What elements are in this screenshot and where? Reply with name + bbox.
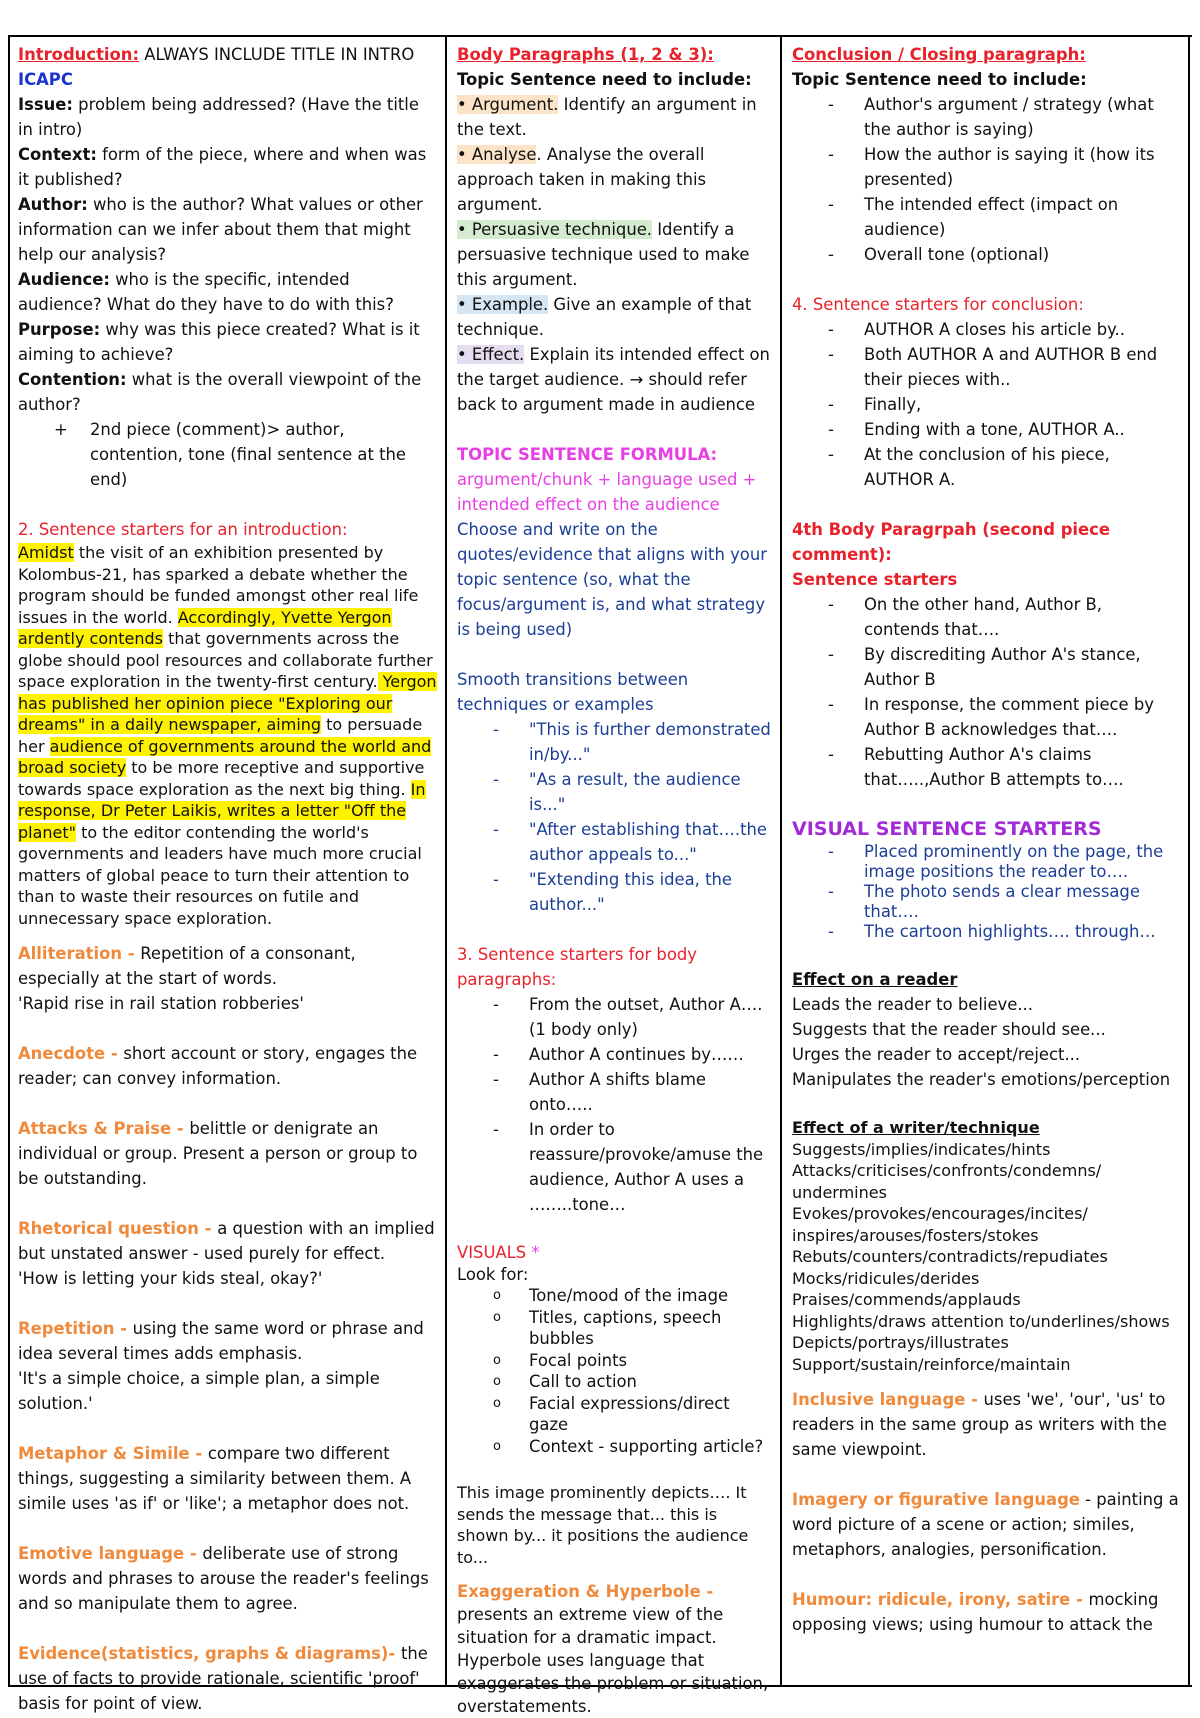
fourth-body-list — [792, 592, 1180, 792]
tag-example: • Example. — [457, 295, 549, 314]
effect-reader-line: Manipulates the reader's emotions/perception — [792, 1070, 1171, 1089]
technique-desc: a question with an implied but unstated answer - used purely for effect. — [18, 1219, 435, 1263]
intro-example-paragraph — [18, 542, 437, 929]
body-heading: Body Paragraphs (1, 2 & 3): — [457, 45, 714, 64]
intro-starters-heading: 2. Sentence starters for an introduction: — [18, 520, 348, 539]
list-item: - In response, the comment piece by Author B acknowledges that…. — [792, 692, 1180, 742]
effect-writer-line: Highlights/draws attention to/underlines/shows — [792, 1311, 1170, 1331]
list-item: - On the other hand, Author B, contends that…. — [792, 592, 1180, 642]
effect-reader-line: Urges the reader to accept/reject... — [792, 1045, 1081, 1064]
context-item — [18, 142, 437, 192]
list-item: - From the outset, Author A…. (1 body only) — [457, 992, 772, 1042]
list-item: - Author A shifts blame onto….. — [457, 1067, 772, 1117]
visuals-label: VISUALS — [457, 1243, 527, 1262]
conclusion-heading: Conclusion / Closing paragraph: — [792, 45, 1086, 64]
list-item: - Author A continues by…… — [457, 1042, 772, 1067]
item-argument — [457, 92, 772, 142]
effect-writer-line: Support/sustain/reinforce/maintain — [792, 1354, 1071, 1374]
issue-label: Issue: — [18, 95, 73, 114]
list-item: - Both AUTHOR A and AUTHOR B end their pieces with.. — [792, 342, 1180, 392]
formula-text: argument/chunk + language used + intended effect on the audience — [457, 470, 757, 514]
purpose-item — [18, 317, 437, 367]
tag-effect: • Effect. — [457, 345, 525, 364]
list-item: - At the conclusion of his piece, AUTHOR A. — [792, 442, 1180, 492]
list-item: - "Extending this idea, the author..." — [457, 867, 772, 917]
technique-desc: belittle or denigrate an individual or group. Present a person or group to be outstanding. — [18, 1119, 418, 1188]
technique-inclusive-language — [792, 1387, 1180, 1462]
author-label: Author: — [18, 195, 88, 214]
list-item: o Tone/mood of the image — [457, 1285, 772, 1307]
highlight-contention: Accordingly, Yvette Yergon ardently contends — [18, 607, 392, 648]
effect-writer-line: Suggests/implies/indicates/hints — [792, 1139, 1051, 1159]
conclusion-topic-list — [792, 92, 1180, 267]
body-starters-list — [457, 992, 772, 1217]
author-item — [18, 192, 437, 267]
visuals-star: * — [526, 1243, 540, 1262]
icapc-label: ICAPC — [18, 70, 73, 89]
effect-reader-line: Leads the reader to believe... — [792, 995, 1033, 1014]
transitions-text: Smooth transitions between techniques or examples — [457, 670, 689, 714]
highlight-amidst: Amidst — [18, 543, 74, 562]
technique-name: Metaphor & Simile - — [18, 1444, 208, 1463]
list-item: - Rebutting Author A's claims that…..,Author B attempts to…. — [792, 742, 1180, 792]
contention-text: what is the overall viewpoint of the author? — [18, 370, 422, 414]
effect-writer-line: Rebuts/counters/contradicts/repudiates — [792, 1247, 1108, 1266]
technique-alliteration — [18, 941, 437, 991]
technique-repetition — [18, 1316, 437, 1366]
technique-emotive-language — [18, 1541, 437, 1616]
issue-item — [18, 92, 437, 142]
list-item: - Author's argument / strategy (what the author is saying) — [792, 92, 1180, 142]
audience-item — [18, 267, 437, 317]
highlight-audience: audience of governments around the world and broad society — [18, 736, 432, 777]
effect-writer-line: Praises/commends/applauds — [792, 1290, 1021, 1309]
technique-example: 'How is letting your kids steal, okay?' — [18, 1269, 323, 1288]
item-text: Explain its intended effect on the target audience. → should refer back to argument made in audience — [457, 345, 770, 414]
tag-analyse: • Analyse — [457, 145, 537, 164]
topic-include-label: Topic Sentence need to include: — [457, 70, 752, 89]
list-item: + 2nd piece (comment)> author, contention, tone (final sentence at the end) — [18, 417, 437, 492]
author-text: who is the author? What values or other information can we infer about them that might help our analysis? — [18, 195, 423, 264]
list-item: - "This is further demonstrated in/by..." — [457, 717, 772, 767]
tag-persuasive: • Persuasive technique. — [457, 220, 652, 239]
technique-desc: short account or story, engages the reader; can convey information. — [18, 1044, 418, 1088]
technique-name: Emotive language - — [18, 1544, 203, 1563]
technique-desc: uses 'we', 'our', 'us' to readers in the same group as writers with the same viewpoint. — [792, 1390, 1167, 1459]
column-introduction — [8, 37, 447, 1713]
list-item: o Call to action — [457, 1371, 772, 1393]
technique-desc: using the same word or phrase and idea several times adds emphasis. — [18, 1319, 424, 1363]
topic-include-label: Topic Sentence need to include: — [792, 70, 1087, 89]
item-text: . Analyse the overall approach taken in making this argument. — [457, 145, 707, 214]
intro-heading-line — [18, 42, 437, 67]
list-item: - Placed prominently on the page, the image positions the reader to…. — [792, 842, 1180, 882]
technique-name: Repetition - — [18, 1319, 133, 1338]
contention-label: Contention: — [18, 370, 127, 389]
list-item: o Context - supporting article? — [457, 1436, 772, 1458]
look-for-label: Look for: — [457, 1264, 529, 1284]
example-text: to the editor contending the world's governments and leaders have much more crucial matters of global peace to turn their attention to than to waste their resources on futile and unnecessary space exploration. — [18, 822, 422, 928]
list-item: - Finally, — [792, 392, 1180, 417]
conclusion-starters-list — [792, 317, 1180, 492]
technique-desc: mocking opposing views; using humour to attack the — [792, 1590, 1159, 1634]
image-description-starter: This image prominently depicts…. It sends the message that... this is shown by... it positions the audience to... — [457, 1483, 749, 1567]
list-item: o Titles, captions, speech bubbles — [457, 1307, 772, 1350]
visuals-heading — [457, 1242, 772, 1264]
list-item: - In order to reassure/provoke/amuse the audience, Author A uses a ……..tone… — [457, 1117, 772, 1217]
audience-label: Audience: — [18, 270, 110, 289]
audience-text: who is the specific, intended audience? What do they have to do with this? — [18, 270, 394, 314]
technique-humour — [792, 1587, 1180, 1637]
technique-name: Inclusive language - — [792, 1390, 984, 1409]
technique-name: Imagery or figurative language — [792, 1490, 1080, 1509]
effect-writer-line: Attacks/criticises/confronts/condemns/ undermines — [792, 1161, 1102, 1202]
body-starters-heading: 3. Sentence starters for body paragraphs: — [457, 945, 697, 989]
issue-text: problem being addressed? (Have the title in intro) — [18, 95, 419, 139]
technique-anecdote — [18, 1041, 437, 1091]
visual-starters-list — [792, 842, 1180, 942]
formula-heading: TOPIC SENTENCE FORMULA: — [457, 445, 718, 464]
column-body-paragraphs — [449, 37, 782, 1716]
transitions-list — [457, 717, 772, 917]
technique-desc: deliberate use of strong words and phrases to arouse the reader's feelings and so manipulate them to agree. — [18, 1544, 429, 1613]
list-item: - By discrediting Author A's stance, Author B — [792, 642, 1180, 692]
technique-desc: - painting a word picture of a scene or action; similes, metaphors, analogies, personification. — [792, 1490, 1179, 1559]
effect-writer-line: Evokes/provokes/encourages/incites/ inspires/arouses/fosters/stokes — [792, 1204, 1088, 1245]
list-item: - How the author is saying it (how its presented) — [792, 142, 1180, 192]
list-item: - Ending with a tone, AUTHOR A.. — [792, 417, 1180, 442]
item-example — [457, 292, 772, 342]
fourth-body-heading: 4th Body Paragrpah (second piece comment): — [792, 520, 1111, 564]
plus-list — [18, 417, 437, 492]
technique-evidence — [18, 1641, 437, 1716]
intro-heading: Introduction: — [18, 45, 140, 64]
list-item: - AUTHOR A closes his article by.. — [792, 317, 1180, 342]
purpose-text: why was this piece created? What is it aiming to achieve? — [18, 320, 420, 364]
effect-reader-heading: Effect on a reader — [792, 970, 958, 989]
fourth-body-subheading: Sentence starters — [792, 570, 958, 589]
list-item: - "After establishing that….the author appeals to..." — [457, 817, 772, 867]
technique-name: Rhetorical question - — [18, 1219, 218, 1238]
technique-metaphor-simile — [18, 1441, 437, 1516]
intro-heading-note: ALWAYS INCLUDE TITLE IN INTRO — [139, 45, 415, 64]
item-effect — [457, 342, 772, 417]
effect-writer-line: Depicts/portrays/illustrates — [792, 1333, 1009, 1352]
visual-starters-heading: VISUAL SENTENCE STARTERS — [792, 818, 1102, 840]
list-item: - The cartoon highlights…. through… — [792, 922, 1180, 942]
technique-example: 'It's a simple choice, a simple plan, a simple solution.' — [18, 1369, 380, 1413]
column-conclusion — [784, 37, 1190, 1685]
highlight-publication: Yergon has published her opinion piece "Exploring our dreams" in a daily newspaper, aiming — [18, 672, 437, 734]
technique-name: Anecdote - — [18, 1044, 124, 1063]
example-text: the visit of an exhibition presented by Kolombus-21, has sparked a debate whether the program should be funded amongst other real life issues in the world. — [18, 543, 419, 627]
technique-attacks-praise — [18, 1116, 437, 1191]
tag-argument: • Argument. — [457, 95, 559, 114]
choose-text: Choose and write on the quotes/evidence that aligns with your topic sentence (so, what the focus/argument is, and what strategy is being used) — [457, 520, 767, 639]
item-text: Identify a persuasive technique used to make this argument. — [457, 220, 750, 289]
document-page — [8, 35, 1192, 1716]
highlight-response: In response, Dr Peter Laikis, writes a letter "Off the planet" — [18, 779, 426, 842]
technique-name: Exaggeration & Hyperbole - — [457, 1582, 714, 1601]
technique-desc: Repetition of a consonant, especially at the start of words. — [18, 944, 356, 988]
technique-desc: the use of facts to provide rationale, scientific 'proof' basis for point of view. — [18, 1644, 428, 1713]
conclusion-starters-heading: 4. Sentence starters for conclusion: — [792, 295, 1084, 314]
list-item: o Focal points — [457, 1350, 772, 1372]
item-analyse — [457, 142, 772, 217]
example-text: to persuade her — [18, 715, 423, 756]
technique-rhetorical-question — [18, 1216, 437, 1266]
technique-name: Alliteration - — [18, 944, 141, 963]
technique-name: Evidence(statistics, graphs & diagrams)- — [18, 1644, 401, 1663]
context-label: Context: — [18, 145, 97, 164]
technique-name: Humour: ridicule, irony, satire - — [792, 1590, 1089, 1609]
technique-exaggeration — [457, 1580, 772, 1718]
effect-writer-block — [792, 1117, 1180, 1375]
item-text: Give an example of that technique. — [457, 295, 752, 339]
purpose-label: Purpose: — [18, 320, 101, 339]
item-text: Identify an argument in the text. — [457, 95, 757, 139]
technique-desc: compare two different things, suggesting a similarity between them. A simile uses 'as if' or 'like'; a metaphor does not. — [18, 1444, 412, 1513]
technique-imagery — [792, 1487, 1180, 1562]
effect-writer-heading: Effect of a writer/technique — [792, 1118, 1040, 1137]
list-item: - The intended effect (impact on audience) — [792, 192, 1180, 242]
effect-writer-line: Mocks/ridicules/derides — [792, 1268, 980, 1288]
technique-desc: presents an extreme view of the situation for a dramatic impact. Hyperbole uses language that exaggerates the problem or situation, overstatements. — [457, 1605, 769, 1716]
list-item: - The photo sends a clear message that…. — [792, 882, 1180, 922]
technique-name: Attacks & Praise - — [18, 1119, 190, 1138]
technique-example: 'Rapid rise in rail station robberies' — [18, 994, 304, 1013]
list-item: - "As a result, the audience is..." — [457, 767, 772, 817]
visuals-list — [457, 1285, 772, 1457]
item-persuasive — [457, 217, 772, 292]
example-text: that governments across the globe should pool resources and collaborate further space exploration in the twenty-first century. — [18, 629, 433, 691]
contention-item — [18, 367, 437, 417]
context-text: form of the piece, where and when was it published? — [18, 145, 427, 189]
effect-reader-line: Suggests that the reader should see... — [792, 1020, 1106, 1039]
example-text: to be more receptive and supportive towards space exploration as the next big thing. — [18, 758, 425, 799]
list-item: o Facial expressions/direct gaze — [457, 1393, 772, 1436]
list-item: - Overall tone (optional) — [792, 242, 1180, 267]
